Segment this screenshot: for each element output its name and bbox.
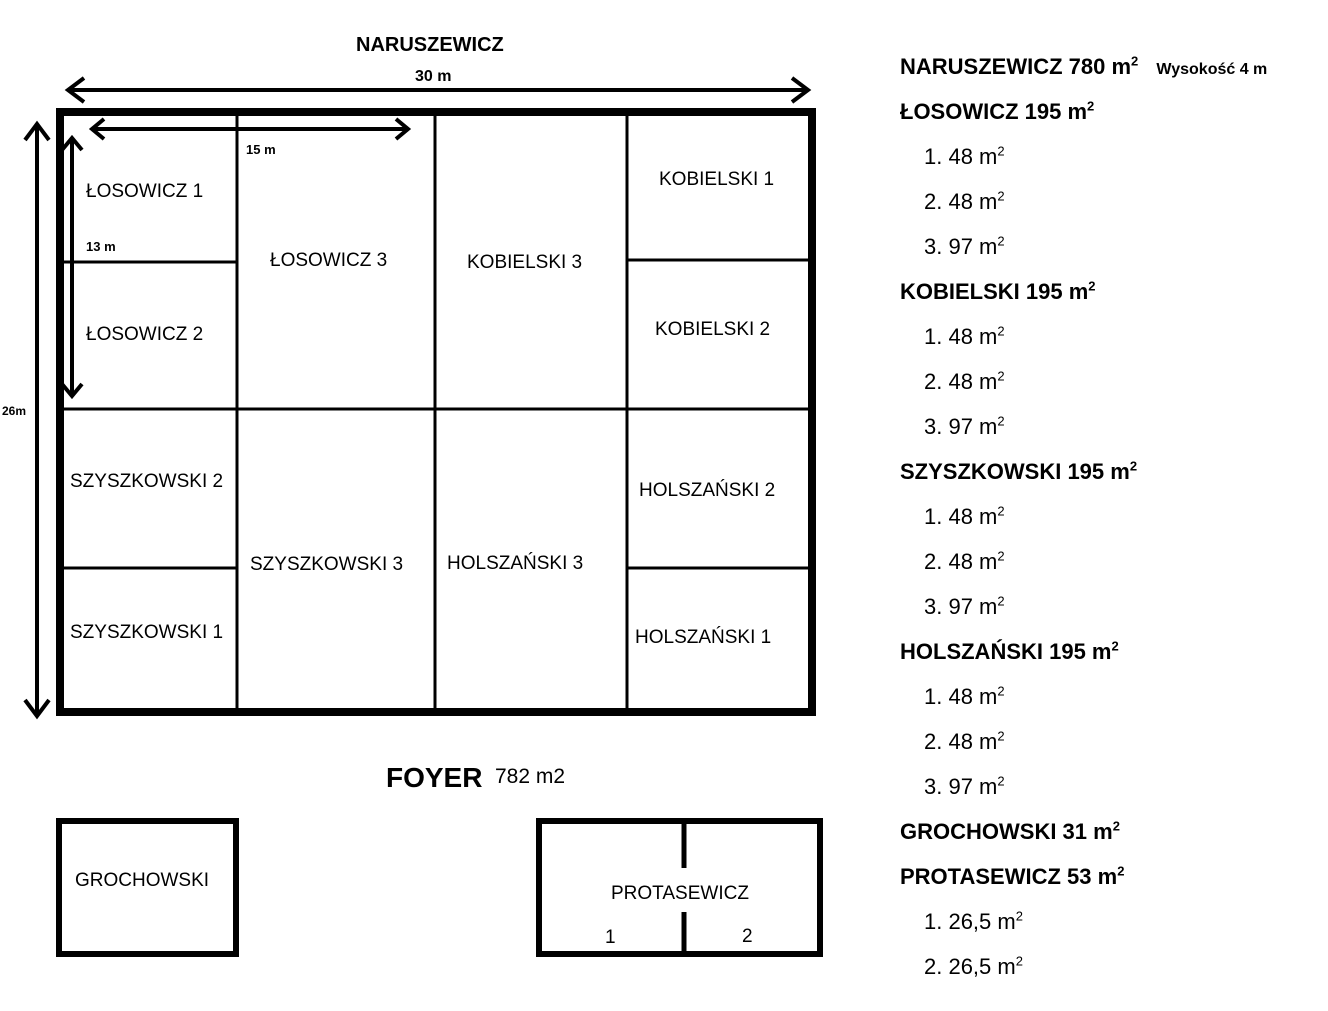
height-label: 26m <box>2 404 27 418</box>
protasewicz-part-2: 2 <box>742 926 753 947</box>
legend-szyszkowski: SZYSZKOWSKI 195 $m^2$ <box>900 458 1138 484</box>
room-holszanski-2: HOLSZAŃSKI 2 <box>639 480 776 501</box>
legend-protasewicz: PROTASEWICZ 53 $m^2$ <box>900 863 1125 889</box>
sub-height-label: 13 m <box>86 239 116 254</box>
room-losowicz-3: ŁOSOWICZ 3 <box>270 250 388 271</box>
legend-holszanski-item-3: 3. 97 $m^2$ <box>924 773 1005 799</box>
legend-kobielski: KOBIELSKI 195 $m^2$ <box>900 278 1096 304</box>
legend-protasewicz-item-2: 2. 26,5 $m^2$ <box>924 953 1023 979</box>
room-szyszkowski-2: SZYSZKOWSKI 2 <box>70 471 224 492</box>
protasewicz-part-1: 1 <box>605 927 616 948</box>
room-szyszkowski-3: SZYSZKOWSKI 3 <box>250 554 404 575</box>
plan-title: NARUSZEWICZ <box>356 34 504 56</box>
legend-holszanski: HOLSZAŃSKI 195 $m^2$ <box>900 638 1119 664</box>
legend-losowicz: ŁOSOWICZ 195 $m^2$ <box>900 98 1095 124</box>
foyer-label: FOYER <box>386 762 483 793</box>
legend-kobielski-item-1: 1. 48 $m^2$ <box>924 323 1005 349</box>
legend-protasewicz-item-1: 1. 26,5 $m^2$ <box>924 908 1023 934</box>
legend-losowicz-item-1: 1. 48 $m^2$ <box>924 143 1005 169</box>
legend-szyszkowski-item-3: 3. 97 $m^2$ <box>924 593 1005 619</box>
legend-kobielski-item-3: 3. 97 $m^2$ <box>924 413 1005 439</box>
legend-szyszkowski-item-1: 1. 48 $m^2$ <box>924 503 1005 529</box>
room-losowicz-1: ŁOSOWICZ 1 <box>86 181 204 202</box>
room-holszanski-3: HOLSZAŃSKI 3 <box>447 553 584 574</box>
room-losowicz-2: ŁOSOWICZ 2 <box>86 324 204 345</box>
room-kobielski-2: KOBIELSKI 2 <box>655 319 771 340</box>
room-kobielski-3: KOBIELSKI 3 <box>467 252 583 273</box>
legend-holszanski-item-2: 2. 48 $m^2$ <box>924 728 1005 754</box>
legend-holszanski-item-1: 1. 48 $m^2$ <box>924 683 1005 709</box>
legend-losowicz-item-2: 2. 48 $m^2$ <box>924 188 1005 214</box>
sub-width-label: 15 m <box>246 142 276 157</box>
legend-kobielski-item-2: 2. 48 $m^2$ <box>924 368 1005 394</box>
protasewicz-label: PROTASEWICZ <box>611 883 749 904</box>
width-label: 30 m <box>415 68 452 85</box>
room-szyszkowski-1: SZYSZKOWSKI 1 <box>70 622 224 643</box>
height-dimension-arrow <box>25 124 49 716</box>
legend-grochowski: GROCHOWSKI 31 $m^2$ <box>900 818 1120 844</box>
room-kobielski-1: KOBIELSKI 1 <box>659 169 775 190</box>
room-holszanski-1: HOLSZAŃSKI 1 <box>635 627 772 648</box>
sub-width-dimension-arrow <box>92 119 408 139</box>
legend-naruszewicz: NARUSZEWICZ 780 $m^2$ Wysokość 4 m <box>900 53 1268 79</box>
grochowski-label: GROCHOWSKI <box>75 870 210 891</box>
height-note: Wysokość 4 m <box>1156 61 1268 78</box>
legend-szyszkowski-item-2: 2. 48 $m^2$ <box>924 548 1005 574</box>
foyer-area: 782 m2 <box>495 765 566 788</box>
legend-losowicz-item-3: 3. 97 $m^2$ <box>924 233 1005 259</box>
sub-height-dimension-arrow <box>62 138 82 396</box>
